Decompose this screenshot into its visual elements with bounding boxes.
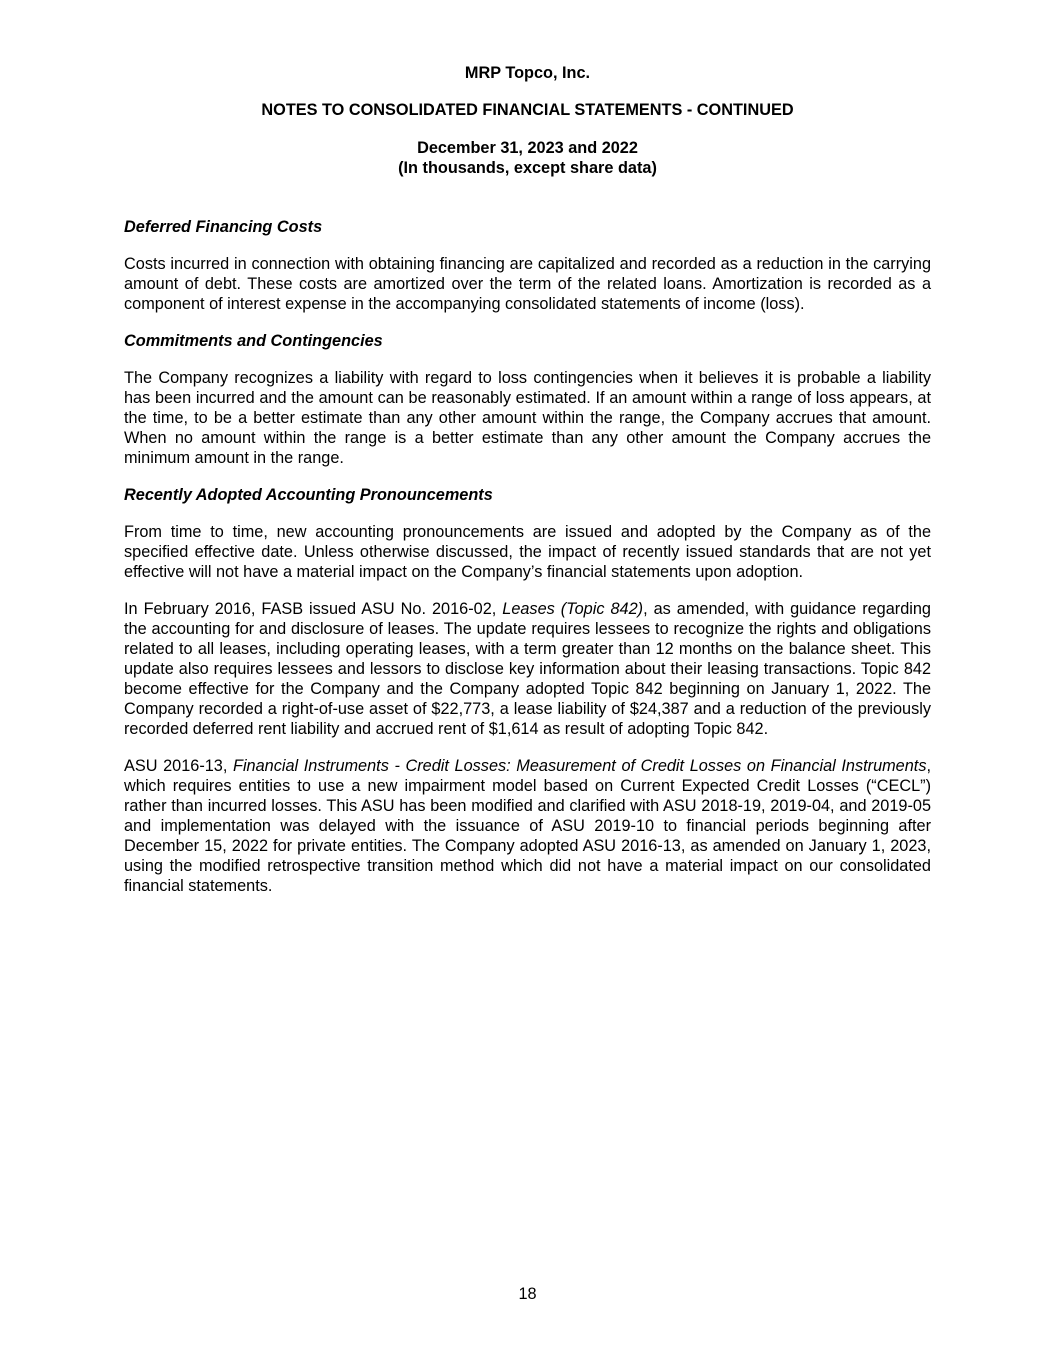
statement-date: December 31, 2023 and 2022 xyxy=(417,139,638,157)
paragraph-recent-intro: From time to time, new accounting pronouncements are issued and adopted by the Company as of the specified effective date. Unless otherwise discussed, the impact of recently issued standards that are not yet effective will not have a material impact on the Company’s financial statements upon adoption. xyxy=(124,523,931,581)
cecl-standard-name: Financial Instruments - Credit Losses: Measurement of Credit Losses on Financial Instruments xyxy=(233,757,927,775)
cecl-text-start: ASU 2016-13, xyxy=(124,757,233,775)
notes-title: NOTES TO CONSOLIDATED FINANCIAL STATEMENTS - CONTINUED xyxy=(261,101,794,119)
paragraph-cecl xyxy=(124,756,931,896)
paragraph-leases-topic-842 xyxy=(124,599,931,739)
company-name: MRP Topco, Inc. xyxy=(464,64,591,82)
section-title-recent-pronouncements: Recently Adopted Accounting Pronouncements xyxy=(124,486,493,504)
paragraph-deferred-financing-costs: Costs incurred in connection with obtaining financing are capitalized and recorded as a reduction in the carrying amount of debt. These costs are amortized over the term of the related loans. Amortization is recorded as a component of interest expense in the accompanying consolidated statements of income (loss). xyxy=(124,255,931,313)
cecl-text-rest: , which requires entities to use a new impairment model based on Current Expected Credit Losses (“CECL”) rather than incurred losses. This ASU has been modified and clarified with ASU 2018-19, 2019-04, and 2019-05 and implementation was delayed with the issuance of ASU 2019-10 to financial periods beginning after December 15, 2022 for private entities. The Company adopted ASU 2016-13, as amended on January 1, 2023, using the modified retrospective transition method which did not have a material impact on our consolidated financial statements. xyxy=(124,757,931,895)
section-title-deferred-financing-costs: Deferred Financing Costs xyxy=(124,218,323,236)
leases-text-rest: , as amended, with guidance regarding the accounting for and disclosure of leases. The update requires lessees to recognize the rights and obligations related to all leases, including operating leases, with a term greater than 12 months on the balance sheet. This update also requires lessees and lessors to disclose key information about their leasing transactions. Topic 842 become effective for the Company and the Company adopted Topic 842 beginning on January 1, 2022. The Company recorded a right-of-use asset of $22,773, a lease liability of $24,387 and a reduction of the previously recorded deferred rent liability and accrued rent of $1,614 as result of adopting Topic 842. xyxy=(124,600,931,738)
page-number: 18 xyxy=(518,1285,537,1303)
units-note: (In thousands, except share data) xyxy=(398,159,657,177)
paragraph-commitments: The Company recognizes a liability with regard to loss contingencies when it believes it is probable a liability has been incurred and the amount can be reasonably estimated. If an amount within a range of loss appears, at the time, to be a better estimate than any other amount within the range, the Company accrues that amount. When no amount within the range is a better estimate than any other amount the Company accrues the minimum amount in the range. xyxy=(124,369,931,467)
leases-standard-name: Leases (Topic 842) xyxy=(502,600,644,618)
notes-body xyxy=(124,217,931,896)
leases-text-start: In February 2016, FASB issued ASU No. 2016-02, xyxy=(124,600,503,618)
section-title-commitments: Commitments and Contingencies xyxy=(124,332,383,350)
